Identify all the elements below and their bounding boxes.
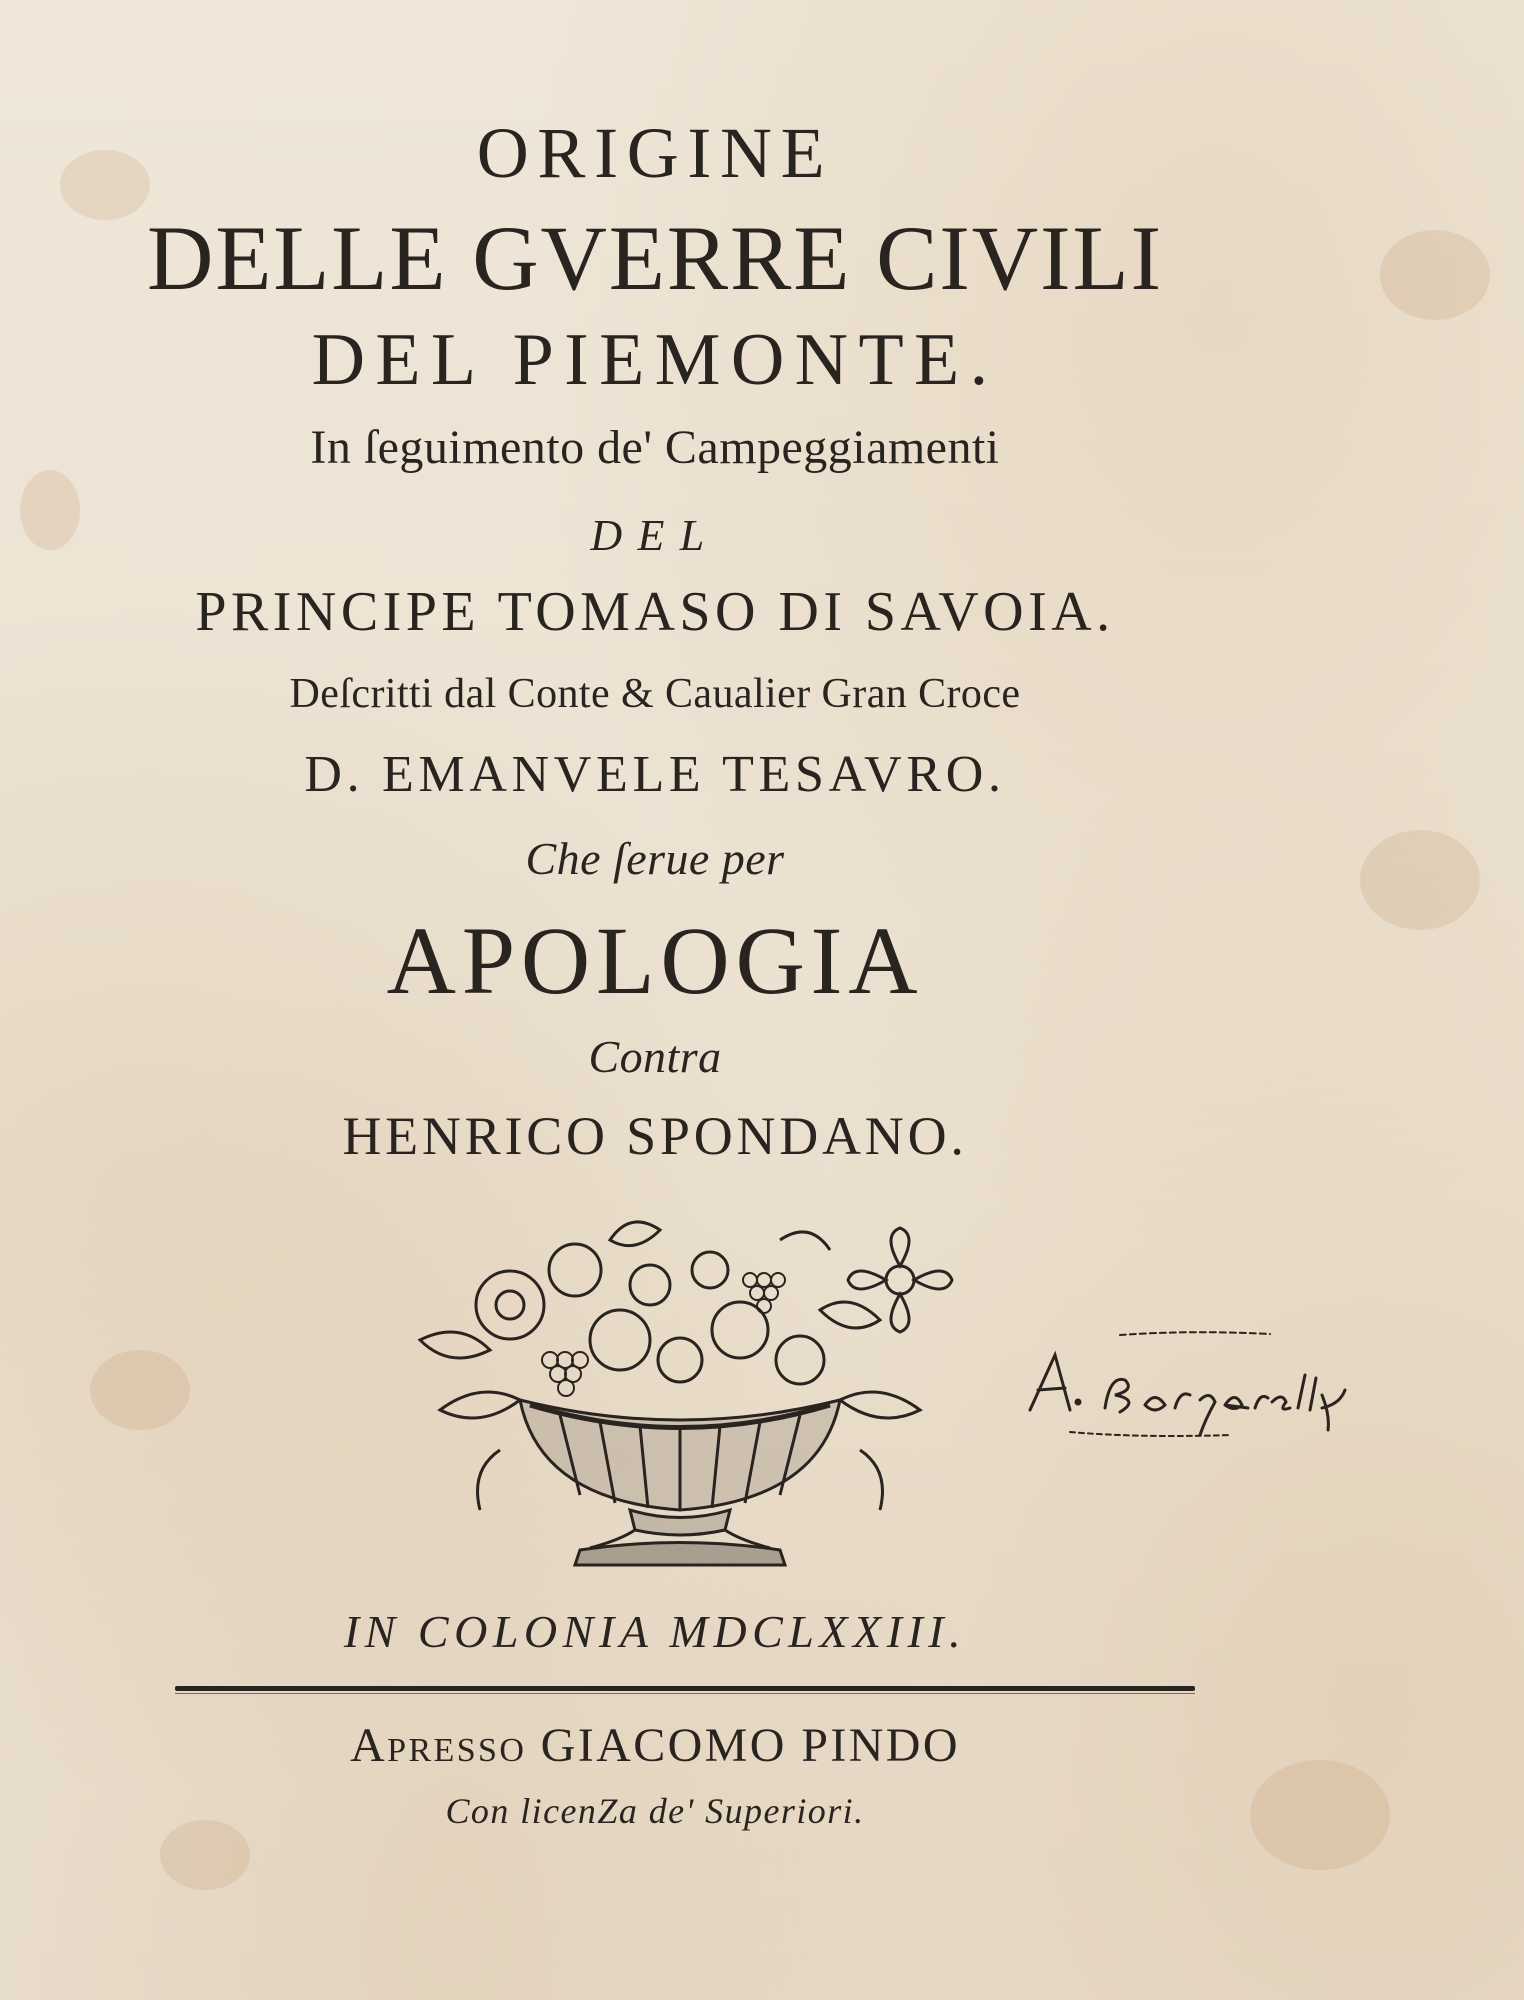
foxing-stain xyxy=(1380,230,1490,320)
handwritten-signature-icon xyxy=(1010,1320,1350,1450)
license-line: Con licenZa de' Superiori. xyxy=(445,1791,865,1831)
serves-as: Che ſerue per xyxy=(525,833,785,884)
fruit-basket-woodcut-icon xyxy=(380,1210,980,1570)
del-line: DEL xyxy=(590,511,720,560)
title-line-2: DELLE GVERRE CIVILI xyxy=(146,207,1164,309)
described-by: Deſcritti dal Conte & Caualier Gran Croce xyxy=(289,671,1021,717)
title-line-1: ORIGINE xyxy=(476,113,834,193)
publisher-line: Apreſſo GIACOMO PINDO xyxy=(350,1719,960,1772)
prince-name: PRINCIPE TOMASO DI SAVOIA. xyxy=(195,581,1115,643)
title-line-3: DEL PIEMONTE. xyxy=(311,319,999,401)
author-name: D. EMANVELE TESAVRO. xyxy=(304,746,1006,803)
imprint-line: IN COLONIA MDCLXXIII. xyxy=(343,1606,967,1657)
contra-line: Contra xyxy=(588,1031,722,1082)
foxing-stain xyxy=(90,1350,190,1430)
opponent-name: HENRICO SPONDANO. xyxy=(342,1106,968,1166)
horizontal-rule-thin xyxy=(175,1693,1195,1694)
apologia-heading: APOLOGIA xyxy=(386,907,924,1014)
foxing-stain xyxy=(1360,830,1480,930)
horizontal-rule xyxy=(175,1686,1195,1691)
subtitle: In ſeguimento de' Campeggiamenti xyxy=(310,421,1000,474)
